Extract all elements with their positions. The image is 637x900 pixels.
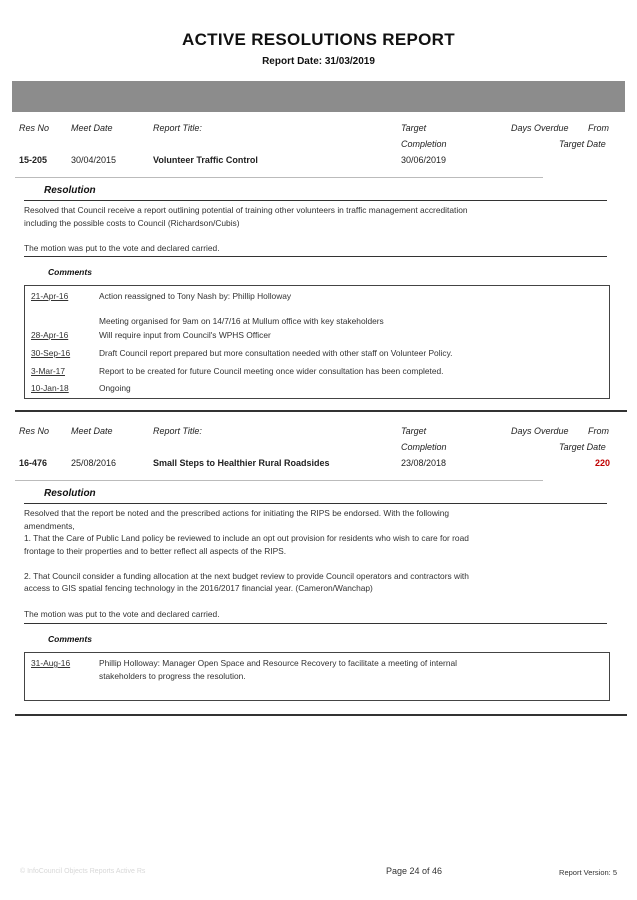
comment-text: Draft Council report prepared but more consultation needed with other staff on Volunteer Policy. bbox=[99, 348, 453, 358]
col-target-date: Target Date bbox=[559, 442, 606, 452]
comment-date: 31-Aug-16 bbox=[31, 658, 71, 668]
comment-text: Report to be created for future Council meeting once wider consultation has been completed. bbox=[99, 366, 444, 376]
col-report-title: Report Title: bbox=[153, 426, 202, 436]
divider bbox=[24, 503, 607, 504]
comment-text: Meeting organised for 9am on 14/7/16 at Mullum office with key stakeholders bbox=[99, 316, 384, 326]
col-target: Target bbox=[401, 123, 427, 133]
resolution-line: frontage to their properties and to better reflect all aspects of the RIPS. bbox=[24, 545, 287, 556]
col-report-title: Report Title: bbox=[153, 123, 202, 133]
resolution-line: 2. That Council consider a funding allocation at the next budget review to provide Council operators and contractors with bbox=[24, 570, 469, 581]
footer-left: © InfoCouncil Objects Reports Active Rs bbox=[20, 868, 146, 875]
record-separator bbox=[15, 410, 627, 412]
col-days-overdue: Days Overdue bbox=[511, 123, 569, 133]
divider bbox=[24, 623, 607, 624]
resolution-line: Resolved that the report be noted and the prescribed actions for initiating the RIPS be endorsed. With the following bbox=[24, 508, 450, 518]
comments-heading: Comments bbox=[48, 634, 92, 644]
resolution-line: The motion was put to the vote and declared carried. bbox=[24, 609, 220, 619]
comment-text: Phillip Holloway: Manager Open Space and Resource Recovery to facilitate a meeting of internal bbox=[99, 658, 457, 668]
comment-date: 28-Apr-16 bbox=[31, 330, 69, 340]
comment-date: 21-Apr-16 bbox=[31, 291, 69, 301]
report-version: Report Version: 5 bbox=[559, 868, 617, 877]
res-no-value: 15-205 bbox=[19, 155, 48, 165]
header-bar bbox=[12, 81, 625, 112]
report-title-value: Small Steps to Healthier Rural Roadsides bbox=[153, 458, 330, 468]
report-date: Report Date: 31/03/2019 bbox=[262, 56, 375, 67]
comments-box bbox=[24, 652, 610, 701]
resolution-heading: Resolution bbox=[44, 488, 96, 499]
meet-date-value: 30/04/2015 bbox=[71, 155, 117, 165]
divider bbox=[24, 200, 607, 201]
col-completion: Completion bbox=[401, 139, 447, 149]
comment-date: 10-Jan-18 bbox=[31, 383, 69, 393]
comment-text: Will require input from Council's WPHS Officer bbox=[99, 330, 271, 340]
page-number: Page 24 of 46 bbox=[386, 866, 443, 876]
comment-text: stakeholders to progress the resolution. bbox=[99, 670, 246, 681]
col-from: From bbox=[588, 426, 609, 436]
divider bbox=[15, 480, 543, 481]
comment-text: Ongoing bbox=[99, 383, 131, 393]
days-overdue-value: 220 bbox=[594, 458, 610, 468]
divider bbox=[24, 256, 607, 257]
resolution-line: access to GIS spatial fencing technology in the 2016/2017 financial year. (Cameron/Wanchap) bbox=[24, 583, 373, 593]
resolution-line: The motion was put to the vote and declared carried. bbox=[24, 242, 220, 253]
comment-date: 30-Sep-16 bbox=[31, 348, 71, 358]
resolution-line: amendments, bbox=[24, 520, 75, 531]
col-target: Target bbox=[401, 426, 427, 436]
col-from: From bbox=[588, 123, 609, 133]
col-days-overdue: Days Overdue bbox=[511, 426, 569, 436]
res-no-value: 16-476 bbox=[19, 458, 48, 468]
col-meet-date: Meet Date bbox=[71, 123, 113, 133]
comment-text: Action reassigned to Tony Nash by: Phillip Holloway bbox=[99, 291, 292, 301]
col-res-no: Res No bbox=[19, 123, 50, 133]
col-meet-date: Meet Date bbox=[71, 426, 113, 436]
meet-date-value: 25/08/2016 bbox=[71, 458, 117, 468]
col-target-date: Target Date bbox=[559, 139, 606, 149]
report-title: ACTIVE RESOLUTIONS REPORT bbox=[182, 30, 455, 49]
comments-heading: Comments bbox=[48, 267, 92, 277]
divider bbox=[15, 177, 543, 178]
resolution-line: 1. That the Care of Public Land policy be reviewed to include an opt out provision for residents who wish to care for road bbox=[24, 533, 469, 543]
comment-date: 3-Mar-17 bbox=[31, 366, 65, 376]
resolution-line: Resolved that Council receive a report outlining potential of training other volunteers in traffic management accreditation bbox=[24, 205, 468, 215]
col-res-no: Res No bbox=[19, 426, 50, 436]
report-title-value: Volunteer Traffic Control bbox=[153, 155, 258, 165]
comments-box bbox=[24, 285, 610, 399]
target-completion-value: 30/06/2019 bbox=[401, 155, 447, 165]
record-separator bbox=[15, 714, 627, 716]
col-completion: Completion bbox=[401, 442, 447, 452]
target-completion-value: 23/08/2018 bbox=[401, 458, 447, 468]
resolution-line: including the possible costs to Council (Richardson/Cubis) bbox=[24, 217, 240, 228]
resolution-heading: Resolution bbox=[44, 185, 96, 196]
